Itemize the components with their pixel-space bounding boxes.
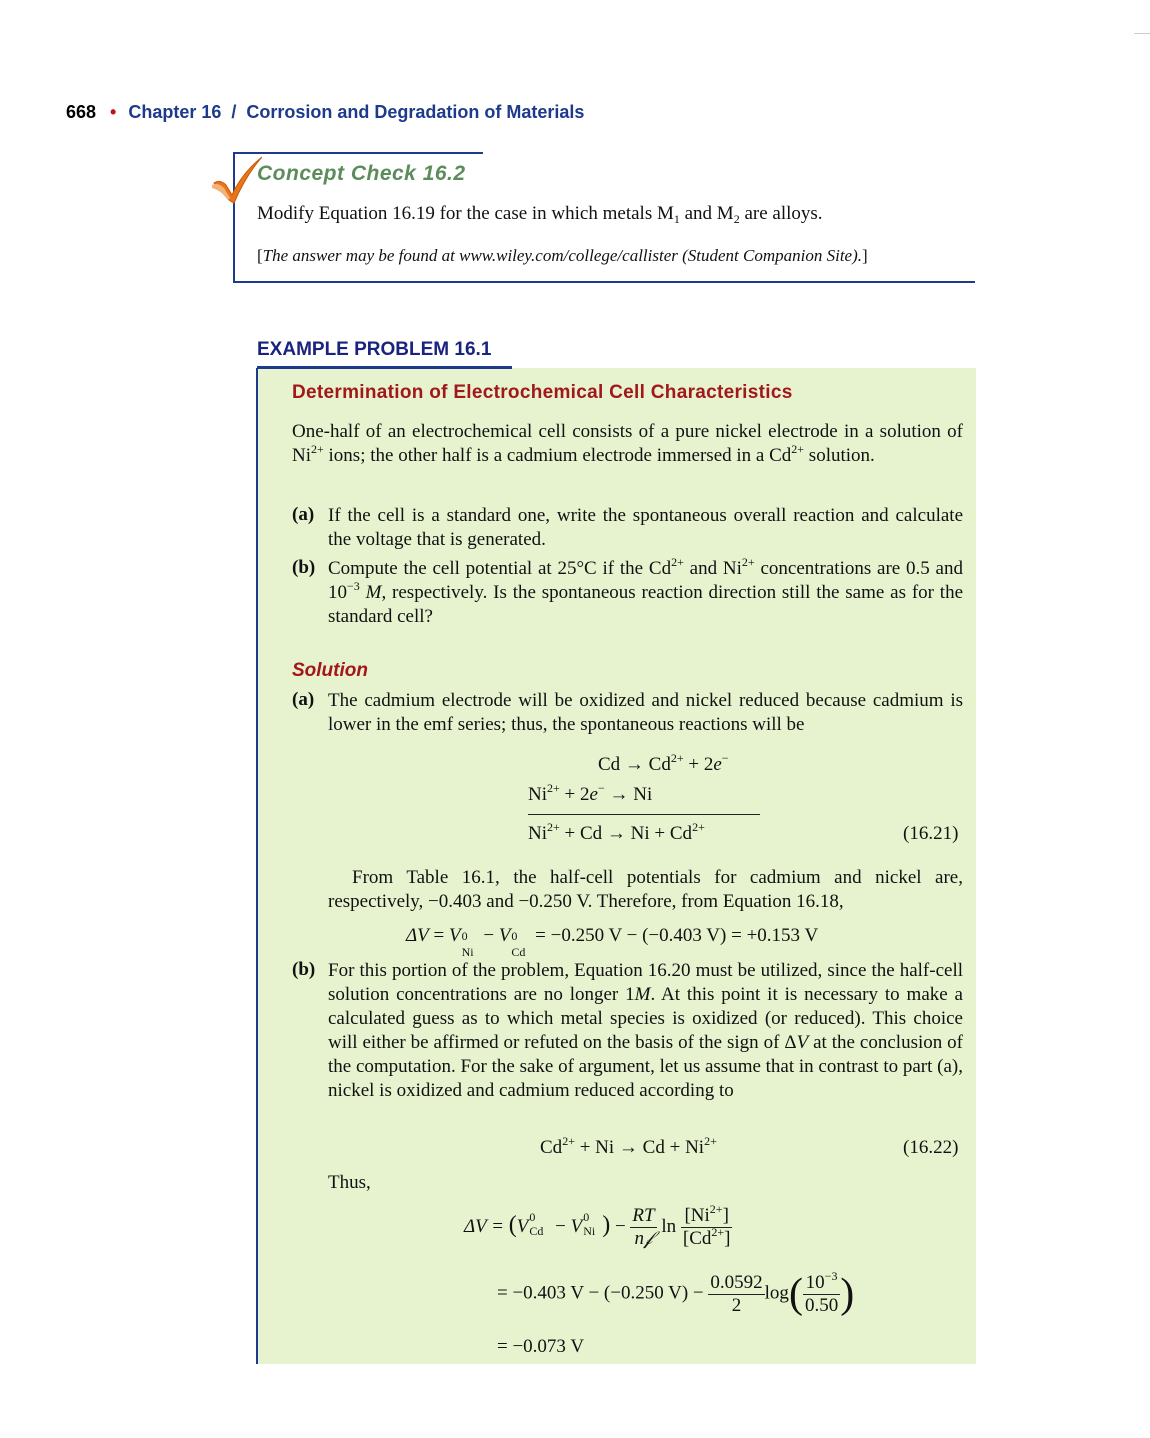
dv-delta: ΔV <box>406 925 429 946</box>
reaction-1 <box>598 751 729 776</box>
calc-ni-sup: 0 <box>583 1209 590 1224</box>
rxn2-c: → Ni <box>604 784 653 805</box>
nernst-line-3: = −0.073 V <box>497 1336 585 1357</box>
calc-rt: RT <box>632 1205 655 1226</box>
sol-b-M: M <box>634 984 651 1005</box>
intro-1: One-half of an electrochemical cell consists of a pure nickel electrode in a solution of Ni <box>292 421 963 466</box>
concept-text-b: and M <box>679 203 734 224</box>
bullet-icon: • <box>110 102 117 122</box>
rxn4-charge-1: 2+ <box>562 1134 575 1148</box>
rxn3-charge-2: 2+ <box>692 820 705 834</box>
reaction-overall <box>528 820 705 845</box>
from-table-paragraph: From Table 16.1, the half-cell potentials for cadmium and nickel are, respectively, −0.403 and −0.250 V. Therefore, from Equation 16.18, <box>328 867 963 912</box>
thus-label: Thus, <box>328 1172 371 1193</box>
part-b-M: M <box>365 582 382 603</box>
rxn1-a: Cd → Cd <box>598 754 671 775</box>
rxn3-b: + Cd → Ni + Cd <box>559 823 693 844</box>
ni-conc <box>681 1202 733 1228</box>
delta-v-standard <box>406 925 819 959</box>
nernst-line-1 <box>464 1202 732 1250</box>
calc-cd-sup: 0 <box>529 1209 536 1224</box>
rxn1-minus: − <box>721 751 729 765</box>
dv-rest: = −0.250 V − (−0.403 V) = +0.153 V <box>530 925 819 946</box>
cd-conc-close: ] <box>724 1228 731 1249</box>
nernst-line-2 <box>497 1270 854 1318</box>
equation-number-16-21: (16.21) <box>903 823 959 844</box>
part-b-1: Compute the cell potential at 25°C if the Cd <box>328 558 672 579</box>
sol-b-2: . At this point it is necessary to make a calculated guess as to which metal species is oxidized (or reduced). This choice will either be affirmed or refuted on the basis of the sign of Δ <box>328 984 963 1053</box>
calc-2: 2 <box>731 1294 742 1316</box>
calc-0592: 0.0592 <box>710 1271 763 1293</box>
dv-v-ni: V <box>448 925 461 946</box>
reaction-2 <box>528 781 653 806</box>
solution-b-label: (b) <box>292 959 316 980</box>
log-paren-close: ) <box>840 1271 855 1317</box>
concept-check-topline <box>233 152 483 154</box>
sol-b-V: V <box>796 1032 809 1053</box>
intro-3: solution. <box>804 445 875 466</box>
calc-10-sup: −3 <box>824 1268 838 1283</box>
ni-conc-close: ] <box>722 1205 729 1226</box>
calc-v-cd: V <box>516 1215 529 1237</box>
calc-log: log <box>764 1282 789 1304</box>
calc-ni-sub: Ni <box>583 1223 596 1238</box>
equation-number-16-22: (16.22) <box>903 1137 959 1158</box>
dv-cd-sup: 0 <box>511 929 518 943</box>
concentration-ratio <box>681 1202 733 1250</box>
calc-ln: ln <box>661 1215 677 1237</box>
calc-cd-scripts <box>528 1209 550 1238</box>
part-b-2: and Ni <box>683 558 742 579</box>
dv-v-cd: V <box>498 925 511 946</box>
dv-minus: − <box>478 925 499 946</box>
solution-a-text: The cadmium electrode will be oxidized and nickel reduced because cadmium is lower in the emf series; thus, the spontaneous reactions will be <box>328 690 963 735</box>
fraction-0592-over-2 <box>708 1272 764 1317</box>
part-b-4: , respectively. Is the spontaneous reaction direction still the same as for the standard cell? <box>328 582 964 627</box>
solution-a-label: (a) <box>292 689 315 710</box>
sol-b-3: at the conclusion of the computation. For the sake of argument, let us assume that in contrast to part (a), nickel is oxidized and cadmium reduced according to <box>328 1032 963 1101</box>
dv-ni-sup: 0 <box>461 929 468 943</box>
calc-10-exp <box>803 1268 840 1295</box>
concept-check-title: Concept Check 16.2 <box>257 162 466 185</box>
running-header <box>66 102 584 123</box>
calc-cd-sub: Cd <box>529 1223 544 1238</box>
rt-over-nf <box>630 1205 656 1250</box>
chapter-title: Chapter 16 / Corrosion and Degradation of Materials <box>128 102 585 122</box>
ni-charge: 2+ <box>311 442 324 456</box>
rxn2-e: e <box>589 784 598 805</box>
part-a-label: (a) <box>292 504 315 525</box>
calc-paren-close: ) <box>602 1211 611 1238</box>
rxn2-charge: 2+ <box>547 781 560 795</box>
dv-ni-sub: Ni <box>461 945 474 959</box>
rxn3-a: Ni <box>528 823 547 844</box>
dv-eq: = <box>428 925 449 946</box>
page-number: 668 <box>66 102 97 122</box>
example-heading: EXAMPLE PROBLEM 16.1 <box>257 339 492 360</box>
cd-conc-text: [Cd <box>682 1228 712 1249</box>
part-a-text: If the cell is a standard one, write the spontaneous overall reaction and calculate the voltage that is generated. <box>328 505 963 550</box>
part-b-exp: −3 <box>347 579 360 593</box>
concept-text-c: are alloys. <box>739 203 823 224</box>
note-bracket-open: [ <box>257 246 263 265</box>
rxn3-charge-1: 2+ <box>547 820 560 834</box>
calc-minus-2: − <box>610 1215 631 1237</box>
rxn1-e: e <box>713 754 722 775</box>
intro-paragraph <box>292 420 963 468</box>
solution-b-text <box>328 959 963 1103</box>
log-paren-open: ( <box>788 1271 803 1317</box>
note-bracket-close: ] <box>862 246 868 265</box>
cd-conc-charge: 2+ <box>711 1225 725 1239</box>
part-b-cd-charge: 2+ <box>671 555 684 569</box>
sol-b-1: For this portion of the problem, Equation 16.20 must be utilized, since the half-cell solution concentrations are no longer 1 <box>328 960 963 1005</box>
rxn2-b: + 2 <box>559 784 590 805</box>
fraction-10-over-050 <box>803 1268 840 1317</box>
calc-line-2: = −0.403 V − (−0.250 V) − <box>497 1282 709 1304</box>
cd-charge: 2+ <box>791 442 805 456</box>
reaction-sum-rule <box>528 814 760 815</box>
rxn1-b: + 2 <box>683 754 714 775</box>
rxn2-minus: − <box>597 781 605 795</box>
solution-heading: Solution <box>292 660 368 681</box>
rxn1-charge: 2+ <box>670 751 684 765</box>
ni-conc-charge: 2+ <box>709 1202 723 1216</box>
corner-mark <box>1134 33 1150 34</box>
example-title: Determination of Electrochemical Cell Characteristics <box>292 382 793 403</box>
subscript-2: 2 <box>733 212 740 226</box>
calc-10: 10 <box>805 1271 825 1293</box>
part-b-text <box>328 557 963 629</box>
concept-check-answer-note <box>257 246 868 266</box>
concept-check-text <box>257 203 823 225</box>
rxn4-charge-2: 2+ <box>704 1134 717 1148</box>
intro-2: ions; the other half is a cadmium electrode immersed in a Cd <box>323 445 792 466</box>
calc-ni-scripts <box>582 1209 602 1238</box>
concept-text-a: Modify Equation 16.19 for the case in which metals M <box>257 203 674 224</box>
rxn4-a: Cd <box>540 1137 563 1158</box>
calc-nf: n𝒻 <box>634 1228 653 1249</box>
calc-paren-open: ( <box>508 1211 517 1238</box>
rxn4-b: + Ni → Cd + Ni <box>574 1137 705 1158</box>
reaction-16-22 <box>540 1134 717 1159</box>
calc-v-ni: V <box>570 1215 583 1237</box>
rxn2-a: Ni <box>528 784 547 805</box>
note-text: The answer may be found at www.wiley.com/college/callister (Student Companion Site). <box>262 246 863 265</box>
calc-050: 0.50 <box>804 1294 839 1316</box>
part-b-ni-charge: 2+ <box>741 555 755 569</box>
example-underline <box>257 366 512 369</box>
subscript-1: 1 <box>673 212 680 226</box>
cd-conc <box>681 1225 733 1250</box>
calc-minus-1: − <box>550 1215 571 1237</box>
part-b-3: concentrations are 0.5 and 10 <box>328 558 963 603</box>
dv-cd-sub: Cd <box>511 945 526 959</box>
ni-conc-text: [Ni <box>684 1205 710 1226</box>
part-b-label: (b) <box>292 557 316 578</box>
calc-lhs: ΔV = <box>464 1215 509 1237</box>
